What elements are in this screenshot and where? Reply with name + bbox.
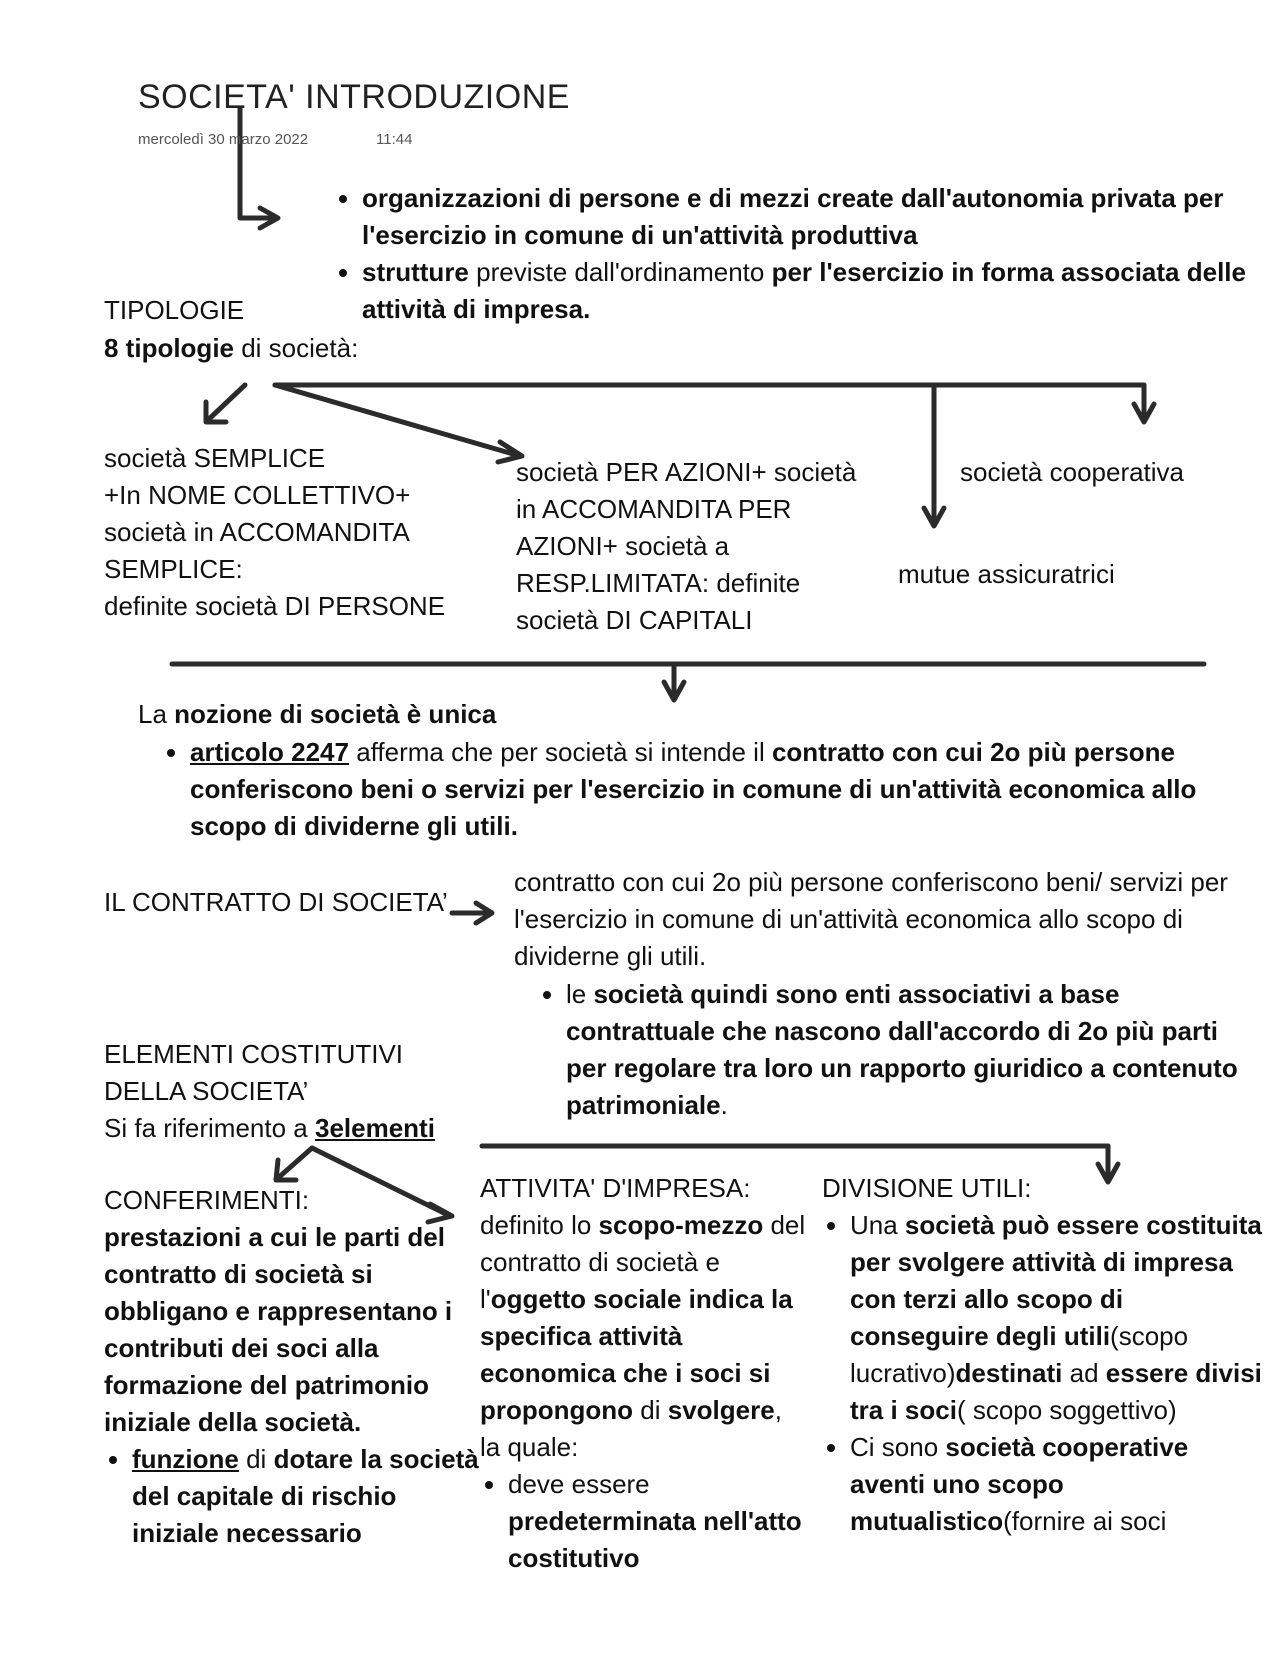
page-date: mercoledì 30 marzo 2022 (138, 131, 309, 148)
societa-di-persone: società SEMPLICE +In NOME COLLETTIVO+ società in ACCOMANDITA SEMPLICE: definite società DI PERSONE (104, 443, 446, 621)
branch-left-arrow (208, 385, 245, 420)
tipologie-heading: TIPOLOGIE (104, 295, 245, 325)
elementi-left-arrow (278, 1148, 312, 1178)
attivita-column (480, 1170, 808, 1573)
attivita-text: definito lo scopo-mezzo del contratto di società e l'oggetto sociale indica la specifica attività economica che i soci si propongono di svolgere, la quale: (480, 1210, 806, 1462)
mutue-assicuratrici: mutue assicuratrici (898, 559, 1115, 589)
nozione-heading: La nozione di società è unica (138, 699, 497, 729)
attivita-bullet: • deve essere predeterminata nell'atto costitutivo (508, 1466, 808, 1577)
definition-block (334, 180, 1264, 328)
divisione-bullet-2: • Ci sono società cooperative aventi uno scopo mutualistico(fornire ai soci (850, 1429, 1262, 1540)
societa-cooperativa: società cooperativa (960, 457, 1185, 487)
divisione-heading: DIVISIONE UTILI: (822, 1173, 1032, 1203)
title-arrow-line (240, 108, 275, 218)
contratto-bullet-block (538, 976, 1258, 1124)
contratto-bullet: • le società quindi sono enti associativi a base contrattuale che nascono dall'accordo di 2o più parti per regolare tra loro un rapporto giuridico a contenuto patrimoniale. (566, 976, 1258, 1124)
divisione-bullet-1: • Una società può essere costituita per svolgere attività di impresa con terzi allo scopo di conseguire degli utili(scopo lucrativo)destinati ad essere divisi tra i soci( scopo soggettivo) (850, 1207, 1262, 1429)
articolo-2247-bullet: • articolo 2247 afferma che per società si intende il contratto con cui 2o più persone conferiscono beni o servizi per l'esercizio in comune di un'attività economica allo scopo di dividerne gli utili. (190, 734, 1262, 845)
page-title: SOCIETA' INTRODUZIONE (138, 78, 570, 116)
conferimenti-bullet: • funzione di dotare la società del capitale di rischio iniziale necessario (132, 1441, 484, 1552)
conferimenti-text: prestazioni a cui le parti del contratto di società si obbligano e rappresentano i contributi dei soci alla formazione del patrimonio iniziale della società. (104, 1222, 453, 1437)
conferimenti-column (104, 1182, 484, 1548)
societa-di-capitali: società PER AZIONI+ società in ACCOMANDITA PER AZIONI+ società a RESP.LIMITATA: definite società DI CAPITALI (516, 457, 857, 635)
definition-bullet-2: • strutture previste dall'ordinamento per l'esercizio in forma associata delle attività di impresa. (362, 254, 1264, 328)
page-time: 11:44 (376, 131, 413, 148)
tipologie-count: 8 tipologie di società: (104, 333, 359, 363)
articolo-2247: articolo 2247 (190, 737, 349, 767)
definition-bullet-1: • organizzazioni di persone e di mezzi create dall'autonomia privata per l'esercizio in comune di un'attività produttiva (362, 180, 1264, 254)
elementi-costitutivi: ELEMENTI COSTITUTIVI DELLA SOCIETA’ Si fa riferimento a 3elementi (104, 1039, 435, 1143)
contratto-text: contratto con cui 2o più persone conferiscono beni/ servizi per l'esercizio in comune di un'attività economica allo scopo di dividerne gli utili. (514, 867, 1228, 971)
conferimenti-heading: CONFERIMENTI: (104, 1185, 310, 1215)
nozione-block (162, 734, 1262, 845)
contratto-label: IL CONTRATTO DI SOCIETA’ (104, 887, 448, 917)
divisione-column (822, 1170, 1262, 1552)
attivita-heading: ATTIVITA' D'IMPRESA: (480, 1173, 751, 1203)
